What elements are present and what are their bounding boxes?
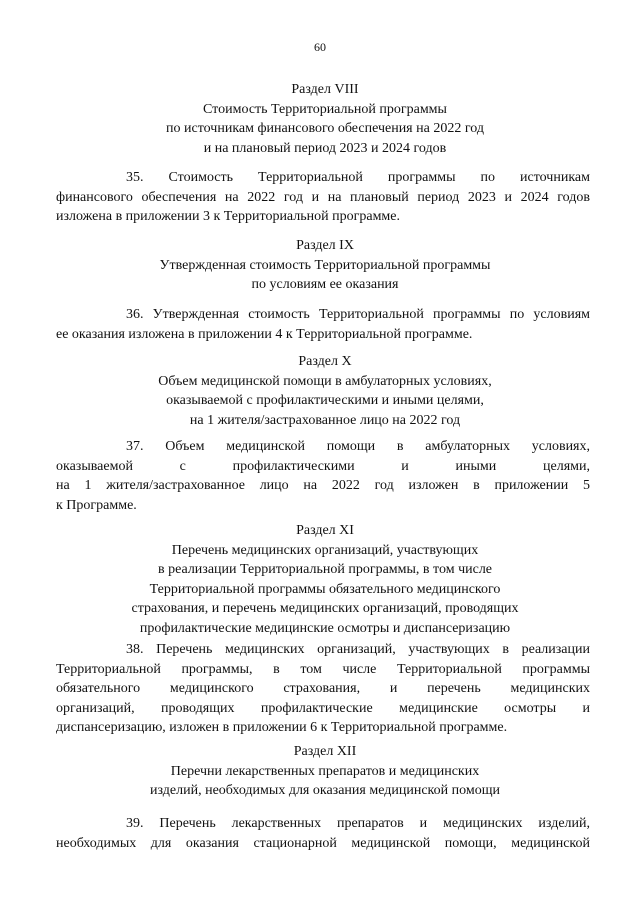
heading-line: оказываемой с профилактическими и иными целями, — [166, 393, 484, 408]
section-heading-11 — [60, 521, 590, 638]
heading-line: Территориальной программы обязательного медицинского — [149, 581, 501, 597]
heading-line: по источникам финансового обеспечения на 2022 год — [166, 121, 484, 136]
heading-line: в реализации Территориальной программы, в том числе — [157, 562, 493, 577]
heading-line: профилактические медицинские осмотры и диспансеризацию — [139, 620, 511, 636]
section-heading-9 — [60, 236, 590, 295]
heading-line: Утвержденная стоимость Территориальной программы — [159, 257, 491, 273]
paragraph-line: 35. Стоимость Территориальной программы по источникам — [126, 170, 590, 185]
paragraph-line: Территориальной программы, в том числе Территориальной программы — [56, 661, 590, 677]
paragraph-line: организаций, проводящих профилактические медицинские осмотры и — [56, 700, 590, 716]
paragraph-line: к Программе. — [56, 497, 137, 513]
paragraph-36 — [56, 305, 590, 344]
heading-line: на 1 жителя/застрахованное лицо на 2022 год — [189, 412, 461, 428]
heading-line: Перечни лекарственных препаратов и медицинских — [170, 763, 480, 779]
paragraph-38 — [56, 640, 590, 738]
paragraph-line: 38. Перечень медицинских организаций, участвующих в реализации — [126, 642, 590, 657]
paragraph-line: на 1 жителя/застрахованное лицо на 2022 год изложен в приложении 5 — [56, 478, 590, 493]
heading-line: Перечень медицинских организаций, участвующих — [171, 542, 479, 558]
heading-line: страхования, и перечень медицинских организаций, проводящих — [131, 601, 519, 616]
heading-line: Стоимость Территориальной программы — [203, 101, 447, 117]
paragraph-line: обязательного медицинского страхования, и перечень медицинских — [56, 681, 590, 696]
section-heading-12 — [60, 742, 590, 801]
section-heading-8 — [60, 80, 590, 158]
paragraph-line: оказываемой с профилактическими и иными целями, — [56, 458, 590, 474]
paragraph-line: диспансеризацию, изложен в приложении 6 к Территориальной программе. — [56, 720, 508, 735]
paragraph-line: 39. Перечень лекарственных препаратов и медицинских изделий, — [126, 816, 590, 831]
section-title: Раздел IX — [296, 238, 354, 253]
paragraph-line: ее оказания изложена в приложении 4 к Территориальной программе. — [56, 326, 473, 342]
section-title: Раздел VIII — [291, 82, 359, 97]
paragraph-line: изложена в приложении 3 к Территориальной программе. — [56, 209, 401, 224]
page-number: 60 — [314, 40, 326, 54]
section-heading-10 — [60, 352, 590, 430]
paragraph-line: финансового обеспечения на 2022 год и на плановый период 2023 и 2024 годов — [56, 189, 590, 205]
paragraph-line: необходимых для оказания стационарной медицинской помощи, медицинской — [56, 835, 590, 851]
heading-line: и на плановый период 2023 и 2024 годов — [203, 140, 447, 156]
section-title: Раздел XI — [296, 523, 354, 538]
section-title: Раздел X — [298, 354, 352, 369]
heading-line: изделий, необходимых для оказания медицинской помощи — [150, 783, 500, 798]
paragraph-line: 37. Объем медицинской помощи в амбулаторных условиях, — [126, 439, 590, 454]
paragraph-39 — [56, 814, 590, 853]
heading-line: по условиям ее оказания — [251, 277, 399, 292]
heading-line: Объем медицинской помощи в амбулаторных условиях, — [158, 373, 492, 389]
paragraph-35 — [56, 168, 590, 227]
paragraph-37 — [56, 437, 590, 515]
section-title: Раздел XII — [293, 744, 357, 759]
paragraph-line: 36. Утвержденная стоимость Территориальной программы по условиям — [126, 307, 590, 322]
